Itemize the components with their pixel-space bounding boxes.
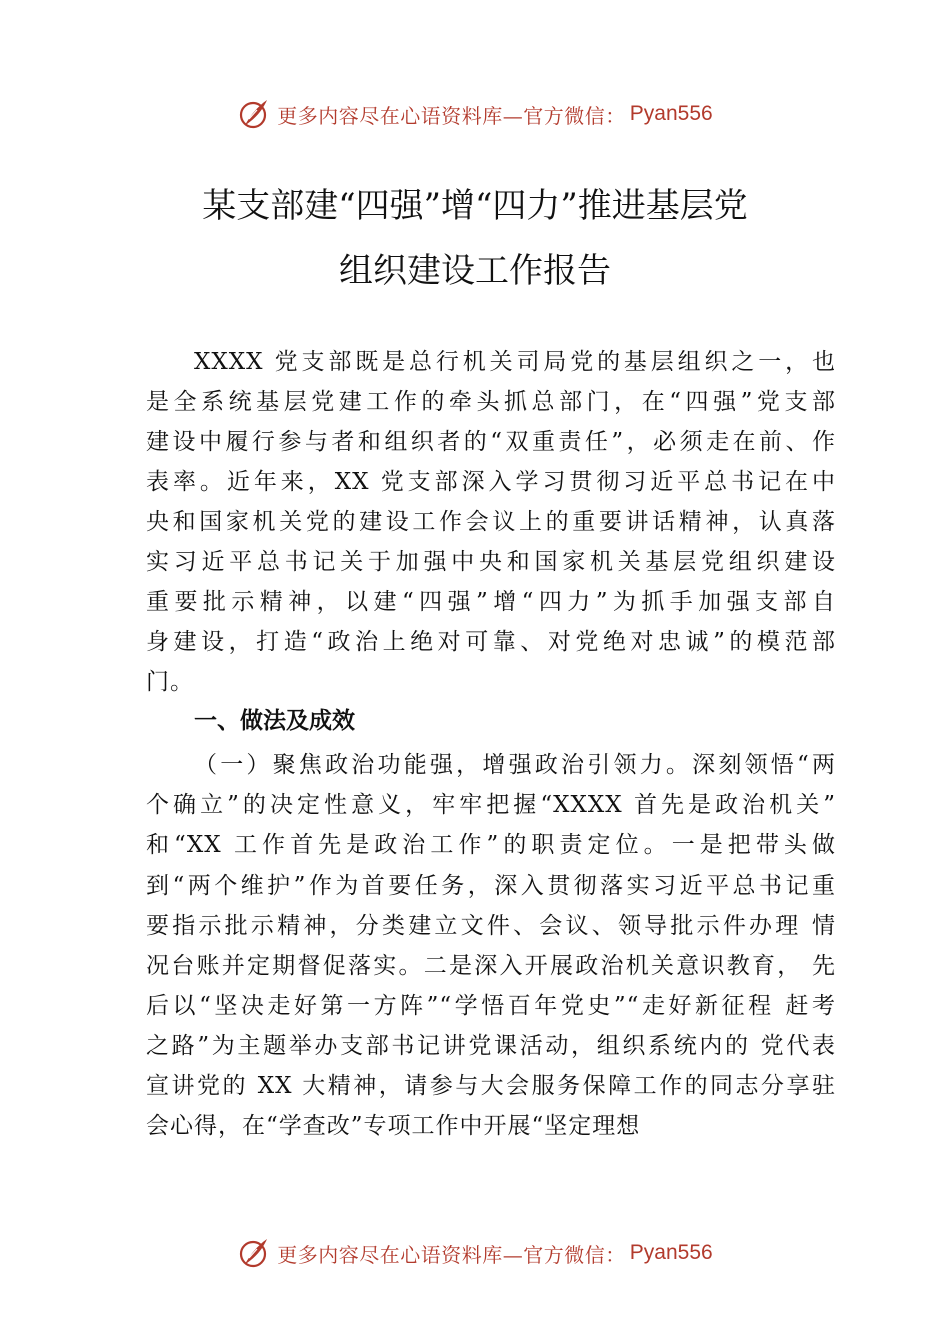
header-banner — [0, 94, 950, 134]
paragraph-1-line: 重要批示精神，以建“四强”增“四力”为抓手加强支部自 — [146, 589, 836, 615]
banner-wechat-id: Pyan556 — [629, 102, 713, 125]
paragraph-2-line: 况台账并定期督促落实。二是深入开展政治机关意识教育， 先 — [146, 953, 836, 979]
banner-text: 更多内容尽在心语资料库—官方微信： — [277, 103, 626, 128]
document-title-line-1: 某支部建“四强”增“四力”推进基层党 — [202, 186, 748, 226]
paragraph-1-line: 身建设，打造“政治上绝对可靠、对党绝对忠诚”的模范部 — [146, 629, 836, 655]
paragraph-1-line: 实习近平总书记关于加强中央和国家机关基层党组织建设 — [146, 549, 836, 575]
paragraph-1-line: 建设中履行参与者和组织者的“双重责任”，必须走在前、作 — [146, 429, 836, 455]
paragraph-1-line: XXXX 党支部既是总行机关司局党的基层组织之一，也 — [194, 349, 836, 375]
document-title-line-2: 组织建设工作报告 — [339, 251, 611, 291]
paragraph-2-line: 个确立”的决定性意义，牢牢把握“XXXX 首先是政治机关” — [146, 792, 836, 818]
paragraph-2-line: 和“XX 工作首先是政治工作”的职责定位。一是把带头做 — [146, 832, 836, 858]
paragraph-2-line: 后以“坚决走好第一方阵”“学悟百年党史”“走好新征程 赶考 — [146, 993, 836, 1019]
paragraph-1-line: 央和国家机关党的建设工作会议上的重要讲话精神，认真落 — [146, 509, 836, 535]
paragraph-2-line: 会心得，在“学查改”专项工作中开展“坚定理想 — [146, 1113, 641, 1139]
feather-pen-logo-icon — [237, 1236, 271, 1270]
feather-pen-logo-icon — [237, 97, 271, 131]
paragraph-2-line: （一）聚焦政治功能强，增强政治引领力。深刻领悟“两 — [194, 752, 836, 778]
paragraph-2-line: 之路”为主题举办支部书记讲党课活动，组织系统内的 党代表 — [146, 1033, 836, 1059]
banner-wechat-id: Pyan556 — [629, 1241, 713, 1264]
paragraph-2-line: 到“两个维护”作为首要任务，深入贯彻落实习近平总书记重 — [146, 873, 836, 899]
paragraph-2-line: 宣讲党的 XX 大精神，请参与大会服务保障工作的同志分享驻 — [146, 1073, 836, 1099]
section-heading: 一、做法及成效 — [194, 708, 355, 734]
paragraph-1-line: 是全系统基层党建工作的牵头抓总部门，在“四强”党支部 — [146, 389, 836, 415]
paragraph-2-line: 要指示批示精神，分类建立文件、会议、领导批示件办理 情 — [146, 913, 836, 939]
paragraph-1-line: 门。 — [146, 669, 194, 695]
paragraph-1-line: 表率。近年来，XX 党支部深入学习贯彻习近平总书记在中 — [146, 469, 836, 495]
footer-banner — [0, 1233, 950, 1273]
banner-text: 更多内容尽在心语资料库—官方微信： — [277, 1242, 626, 1267]
